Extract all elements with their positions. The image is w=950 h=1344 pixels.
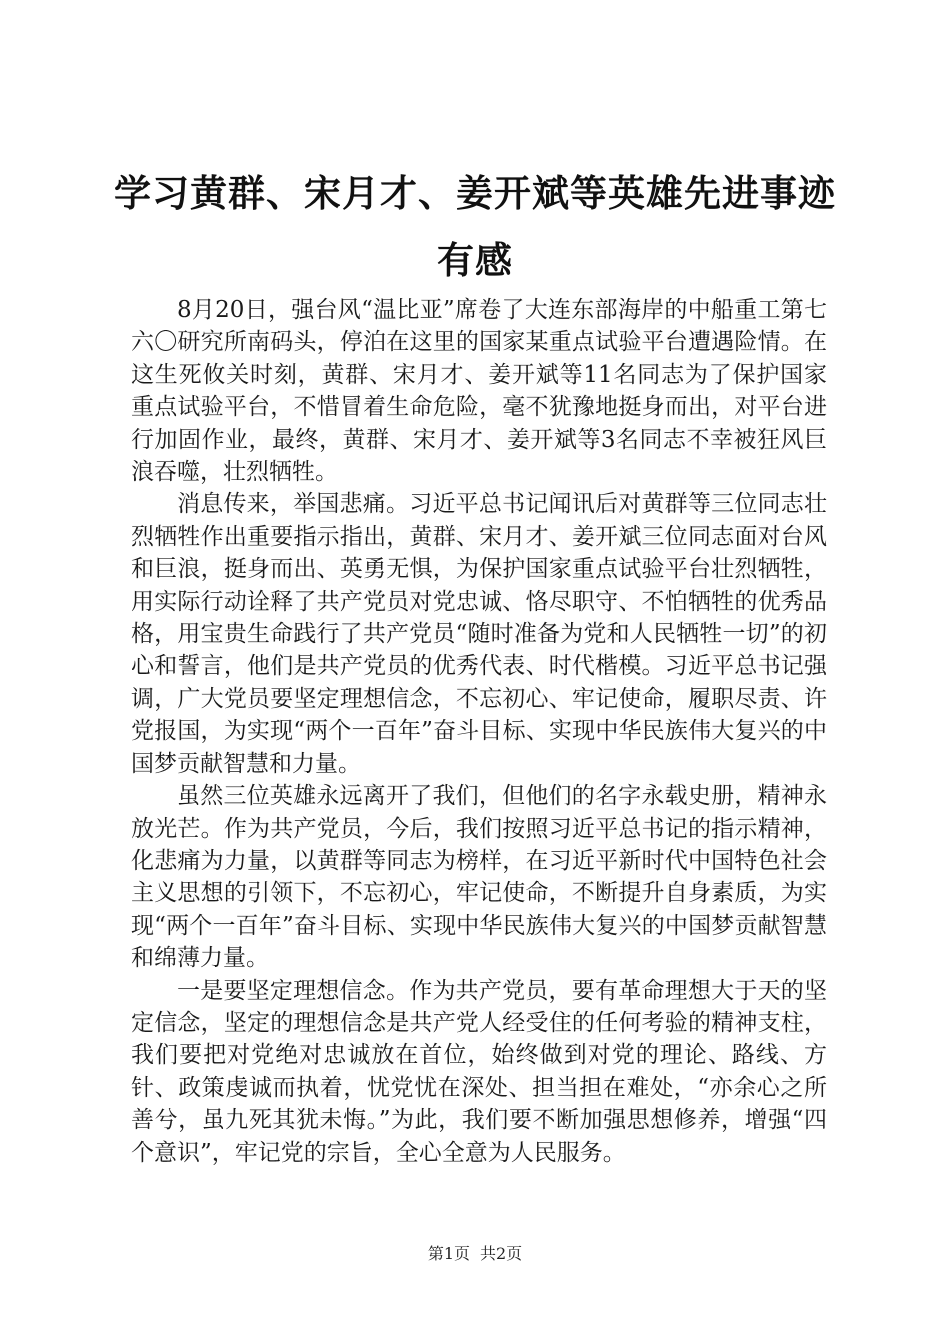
- page-footer: [0, 1243, 950, 1265]
- page-total: 共2页: [480, 1244, 523, 1263]
- document-body: [131, 294, 827, 1169]
- paragraph-3: 虽然三位英雄永远离开了我们，但他们的名字永载史册，精神永放光芒。作为共产党员，今后，我们按照习近平总书记的指示精神，化悲痛为力量，以黄群等同志为榜样，在习近平新时代中国特色社会主义思想的引领下，不忘初心，牢记使命，不断提升自身素质，为实现“两个一百年”奋斗目标、实现中华民族伟大复兴的中国梦贡献智慧和绵薄力量。: [131, 783, 827, 972]
- paragraph-1: 8月20日，强台风“温比亚”席卷了大连东部海岸的中船重工第七六〇研究所南码头，停泊在这里的国家某重点试验平台遭遇险情。在这生死攸关时刻，黄群、宋月才、姜开斌等11名同志为了保护国家重点试验平台，不惜冒着生命危险，毫不犹豫地挺身而出，对平台进行加固作业，最终，黄群、宋月才、姜开斌等3名同志不幸被狂风巨浪吞噬，壮烈牺牲。: [131, 297, 827, 486]
- document-title: 学习黄群、宋月才、姜开斌等英雄先进事迹有感: [114, 172, 836, 282]
- paragraph-4: 一是要坚定理想信念。作为共产党员，要有革命理想大于天的坚定信念，坚定的理想信念是共产党人经受住的任何考验的精神支柱，我们要把对党绝对忠诚放在首位，始终做到对党的理论、路线、方针、政策虔诚而执着，忧党忧在深处、担当担在难处，“亦余心之所善兮，虽九死其犹未悔。”为此，我们要不断加强思想修养，增强“四个意识”，牢记党的宗旨，全心全意为人民服务。: [131, 977, 827, 1166]
- page-number: 第1页: [427, 1244, 470, 1263]
- paragraph-2: 消息传来，举国悲痛。习近平总书记闻讯后对黄群等三位同志壮烈牺牲作出重要指示指出，黄群、宋月才、姜开斌三位同志面对台风和巨浪，挺身而出、英勇无惧，为保护国家重点试验平台壮烈牺牲，用实际行动诠释了共产党员对党忠诚、恪尽职守、不怕牺牲的优秀品格，用宝贵生命践行了共产党员“随时准备为党和人民牺牲一切”的初心和誓言，他们是共产党员的优秀代表、时代楷模。习近平总书记强调，广大党员要坚定理想信念，不忘初心、牢记使命，履职尽责、许党报国，为实现“两个一百年”奋斗目标、实现中华民族伟大复兴的中国梦贡献智慧和力量。: [131, 491, 827, 777]
